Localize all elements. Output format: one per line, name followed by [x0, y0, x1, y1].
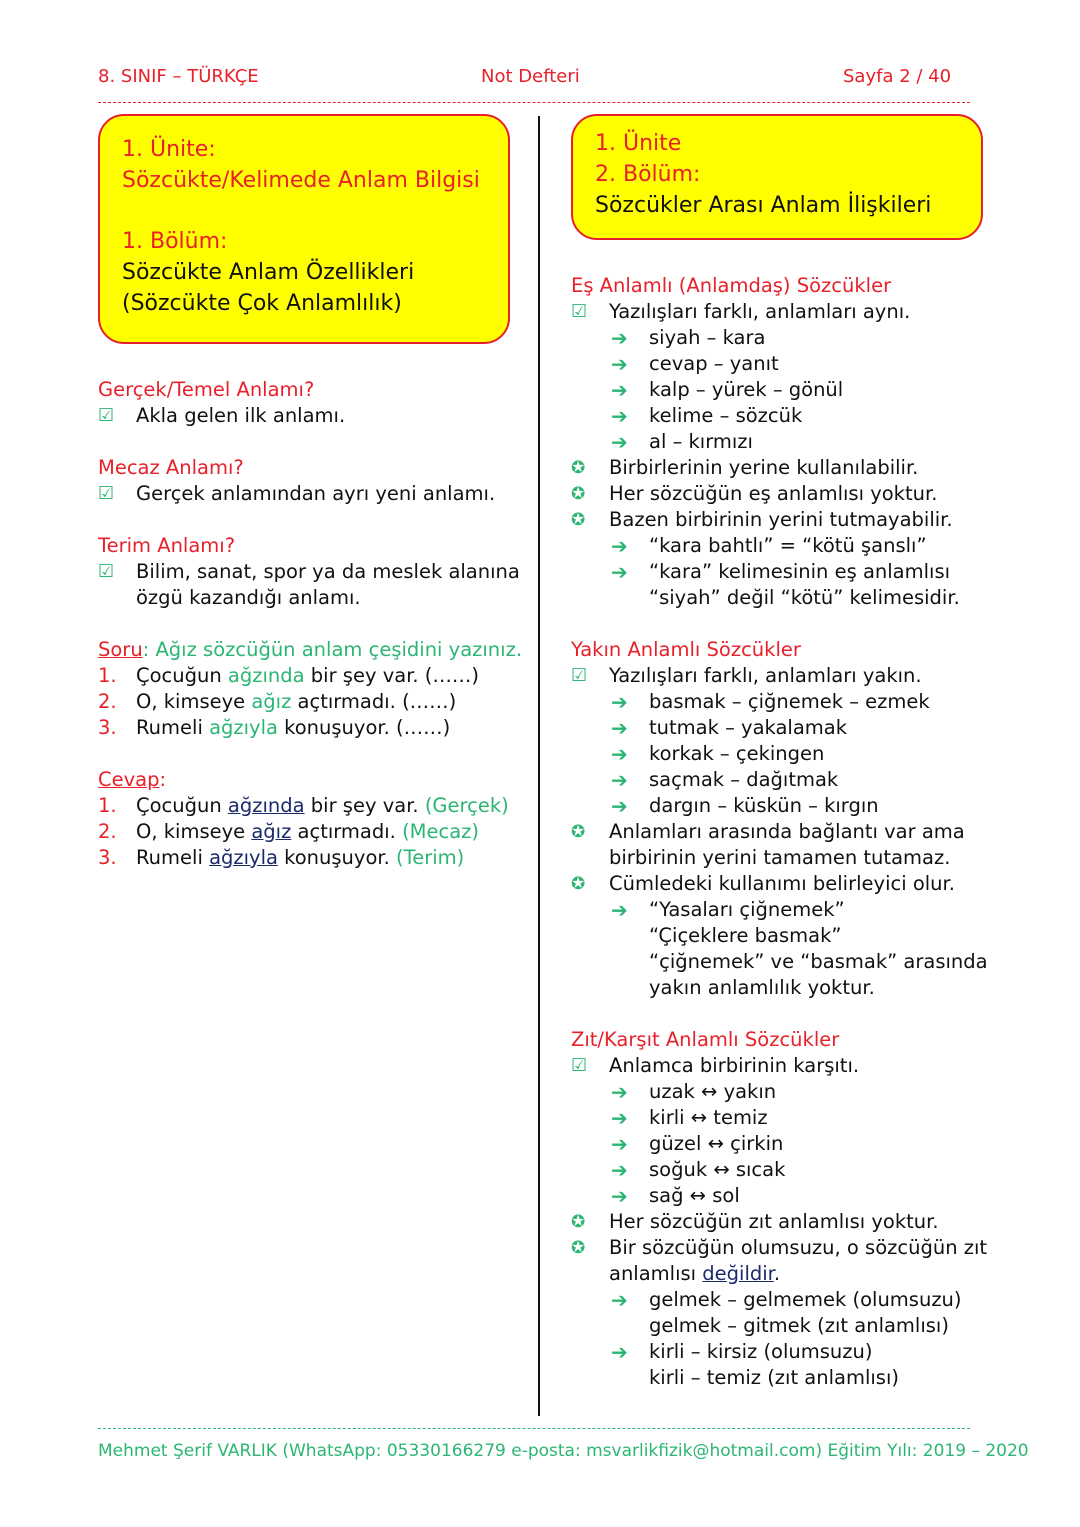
- arrow-icon: ➔: [611, 378, 628, 402]
- unit-title: Sözcükte/Kelimede Anlam Bilgisi: [122, 168, 480, 193]
- header-page-number: Sayfa 2 / 40: [843, 66, 952, 87]
- yakin-note: Anlamları arasında bağlantı var ama: [609, 820, 965, 843]
- es-definition: Yazılışları farklı, anlamları aynı.: [609, 300, 911, 323]
- es-example: kelime – sözcük: [649, 404, 803, 427]
- terim-definition-line2: özgü kazandığı anlamı.: [136, 586, 361, 609]
- zit-example: sağ ↔ sol: [649, 1184, 740, 1207]
- section-subtitle: (Sözcükte Çok Anlamlılık): [122, 291, 402, 316]
- star-bullet-icon: ✪: [571, 874, 586, 894]
- yakin-example: saçmak – dağıtmak: [649, 768, 839, 791]
- yakin-example: tutmak – yakalamak: [649, 716, 848, 739]
- checkbox-icon: ☑: [571, 301, 588, 322]
- header-divider: [98, 102, 970, 103]
- star-bullet-icon: ✪: [571, 1212, 586, 1232]
- zit-sub-example: gelmek – gitmek (zıt anlamlısı): [649, 1314, 949, 1337]
- section-title: Sözcükler Arası Anlam İlişkileri: [595, 193, 932, 218]
- es-example: siyah – kara: [649, 326, 766, 349]
- arrow-icon: ➔: [611, 430, 628, 454]
- arrow-icon: ➔: [611, 1340, 628, 1364]
- zit-definition: Anlamca birbirinin karşıtı.: [609, 1054, 860, 1077]
- zit-sub-example: kirli – kirsiz (olumsuzu): [649, 1340, 873, 1363]
- es-sub-example: “kara bahtlı” = “kötü şanslı”: [649, 534, 927, 557]
- right-column: [571, 273, 991, 1391]
- mecaz-title: Mecaz Anlamı?: [98, 456, 244, 479]
- zit-anlamli-title: Zıt/Karşıt Anlamlı Sözcükler: [571, 1028, 840, 1051]
- footer-author: Mehmet Şerif VARLIK (WhatsApp: 05330166279 e-posta: msvarlikfizik@hotmail.com) Eğitim Yılı: 2019 – 2020: [98, 1441, 1029, 1461]
- arrow-icon: ➔: [611, 404, 628, 428]
- yakin-note: Cümledeki kullanımı belirleyici olur.: [609, 872, 955, 895]
- arrow-icon: ➔: [611, 560, 628, 584]
- yakin-example: korkak – çekingen: [649, 742, 825, 765]
- answer-item: 3. Rumeli ağzıyla konuşuyor. (Terim): [98, 846, 465, 869]
- zit-sub-example: kirli – temiz (zıt anlamlısı): [649, 1366, 899, 1389]
- star-bullet-icon: ✪: [571, 510, 586, 530]
- es-sub-example: “kara” kelimesinin eş anlamlısı: [649, 560, 951, 583]
- unit-box-right: [571, 114, 983, 240]
- question-item: 2. O, kimseye ağız açtırmadı. (……): [98, 690, 457, 713]
- arrow-icon: ➔: [611, 1184, 628, 1208]
- answer-item: 1. Çocuğun ağzında bir şey var. (Gerçek): [98, 794, 509, 817]
- yakin-example: dargın – küskün – kırgın: [649, 794, 879, 817]
- zit-example: güzel ↔ çirkin: [649, 1132, 784, 1155]
- arrow-icon: ➔: [611, 1132, 628, 1156]
- section-title: Sözcükte Anlam Özellikleri: [122, 260, 415, 285]
- question-item: 1. Çocuğun ağzında bir şey var. (……): [98, 664, 480, 687]
- yakin-sub-example: “Yasaları çiğnemek”: [649, 898, 845, 921]
- header-title: Not Defteri: [481, 66, 580, 87]
- arrow-icon: ➔: [611, 1106, 628, 1130]
- yakin-note: birbirinin yerini tamamen tutamaz.: [609, 846, 951, 869]
- checkbox-icon: ☑: [98, 561, 115, 582]
- checkbox-icon: ☑: [571, 1055, 588, 1076]
- left-column: [98, 377, 528, 871]
- zit-example: uzak ↔ yakın: [649, 1080, 777, 1103]
- yakin-sub-example: yakın anlamlılık yoktur.: [649, 976, 875, 999]
- terim-title: Terim Anlamı?: [98, 534, 236, 557]
- gercek-title: Gerçek/Temel Anlamı?: [98, 378, 315, 401]
- column-divider: [538, 116, 540, 1416]
- unit-box-left: [98, 114, 510, 344]
- checkbox-icon: ☑: [98, 483, 115, 504]
- section-label: 1. Bölüm:: [122, 229, 228, 254]
- unit-label: 1. Ünite: [595, 131, 682, 156]
- es-example: al – kırmızı: [649, 430, 753, 453]
- yakin-example: basmak – çiğnemek – ezmek: [649, 690, 930, 713]
- es-note: Birbirlerinin yerine kullanılabilir.: [609, 456, 919, 479]
- answer-heading: Cevap:: [98, 768, 167, 791]
- gercek-definition: Akla gelen ilk anlamı.: [136, 404, 346, 427]
- es-note: Her sözcüğün eş anlamlısı yoktur.: [609, 482, 938, 505]
- yakin-anlamli-title: Yakın Anlamlı Sözcükler: [571, 638, 801, 661]
- checkbox-icon: ☑: [571, 665, 588, 686]
- zit-note: Her sözcüğün zıt anlamlısı yoktur.: [609, 1210, 939, 1233]
- es-sub-example: “siyah” değil “kötü” kelimesidir.: [649, 586, 960, 609]
- mecaz-definition: Gerçek anlamından ayrı yeni anlamı.: [136, 482, 496, 505]
- zit-note: anlamlısı değildir.: [609, 1262, 781, 1285]
- arrow-icon: ➔: [611, 326, 628, 350]
- arrow-icon: ➔: [611, 690, 628, 714]
- star-bullet-icon: ✪: [571, 484, 586, 504]
- arrow-icon: ➔: [611, 1158, 628, 1182]
- zit-note: Bir sözcüğün olumsuzu, o sözcüğün zıt: [609, 1236, 988, 1259]
- question-item: 3. Rumeli ağzıyla konuşuyor. (……): [98, 716, 451, 739]
- yakin-sub-example: “çiğnemek” ve “basmak” arasında: [649, 950, 988, 973]
- unit-label: 1. Ünite:: [122, 137, 216, 162]
- zit-example: soğuk ↔ sıcak: [649, 1158, 786, 1181]
- arrow-icon: ➔: [611, 742, 628, 766]
- arrow-icon: ➔: [611, 898, 628, 922]
- arrow-icon: ➔: [611, 768, 628, 792]
- zit-example: kirli ↔ temiz: [649, 1106, 768, 1129]
- es-note: Bazen birbirinin yerini tutmayabilir.: [609, 508, 953, 531]
- checkbox-icon: ☑: [98, 405, 115, 426]
- star-bullet-icon: ✪: [571, 822, 586, 842]
- arrow-icon: ➔: [611, 716, 628, 740]
- arrow-icon: ➔: [611, 1288, 628, 1312]
- footer-divider: [98, 1428, 970, 1429]
- yakin-sub-example: “Çiçeklere basmak”: [649, 924, 842, 947]
- star-bullet-icon: ✪: [571, 458, 586, 478]
- es-example: kalp – yürek – gönül: [649, 378, 844, 401]
- es-anlamli-title: Eş Anlamlı (Anlamdaş) Sözcükler: [571, 274, 892, 297]
- arrow-icon: ➔: [611, 352, 628, 376]
- yakin-definition: Yazılışları farklı, anlamları yakın.: [609, 664, 922, 687]
- header-course: 8. SINIF – TÜRKÇE: [98, 66, 259, 87]
- terim-definition-line1: Bilim, sanat, spor ya da meslek alanına: [136, 560, 520, 583]
- zit-sub-example: gelmek – gelmemek (olumsuzu): [649, 1288, 962, 1311]
- es-example: cevap – yanıt: [649, 352, 779, 375]
- section-label: 2. Bölüm:: [595, 162, 701, 187]
- arrow-icon: ➔: [611, 1080, 628, 1104]
- star-bullet-icon: ✪: [571, 1238, 586, 1258]
- answer-item: 2. O, kimseye ağız açtırmadı. (Mecaz): [98, 820, 480, 843]
- arrow-icon: ➔: [611, 794, 628, 818]
- arrow-icon: ➔: [611, 534, 628, 558]
- question-heading: Soru: Ağız sözcüğün anlam çeşidini yazınız.: [98, 638, 523, 661]
